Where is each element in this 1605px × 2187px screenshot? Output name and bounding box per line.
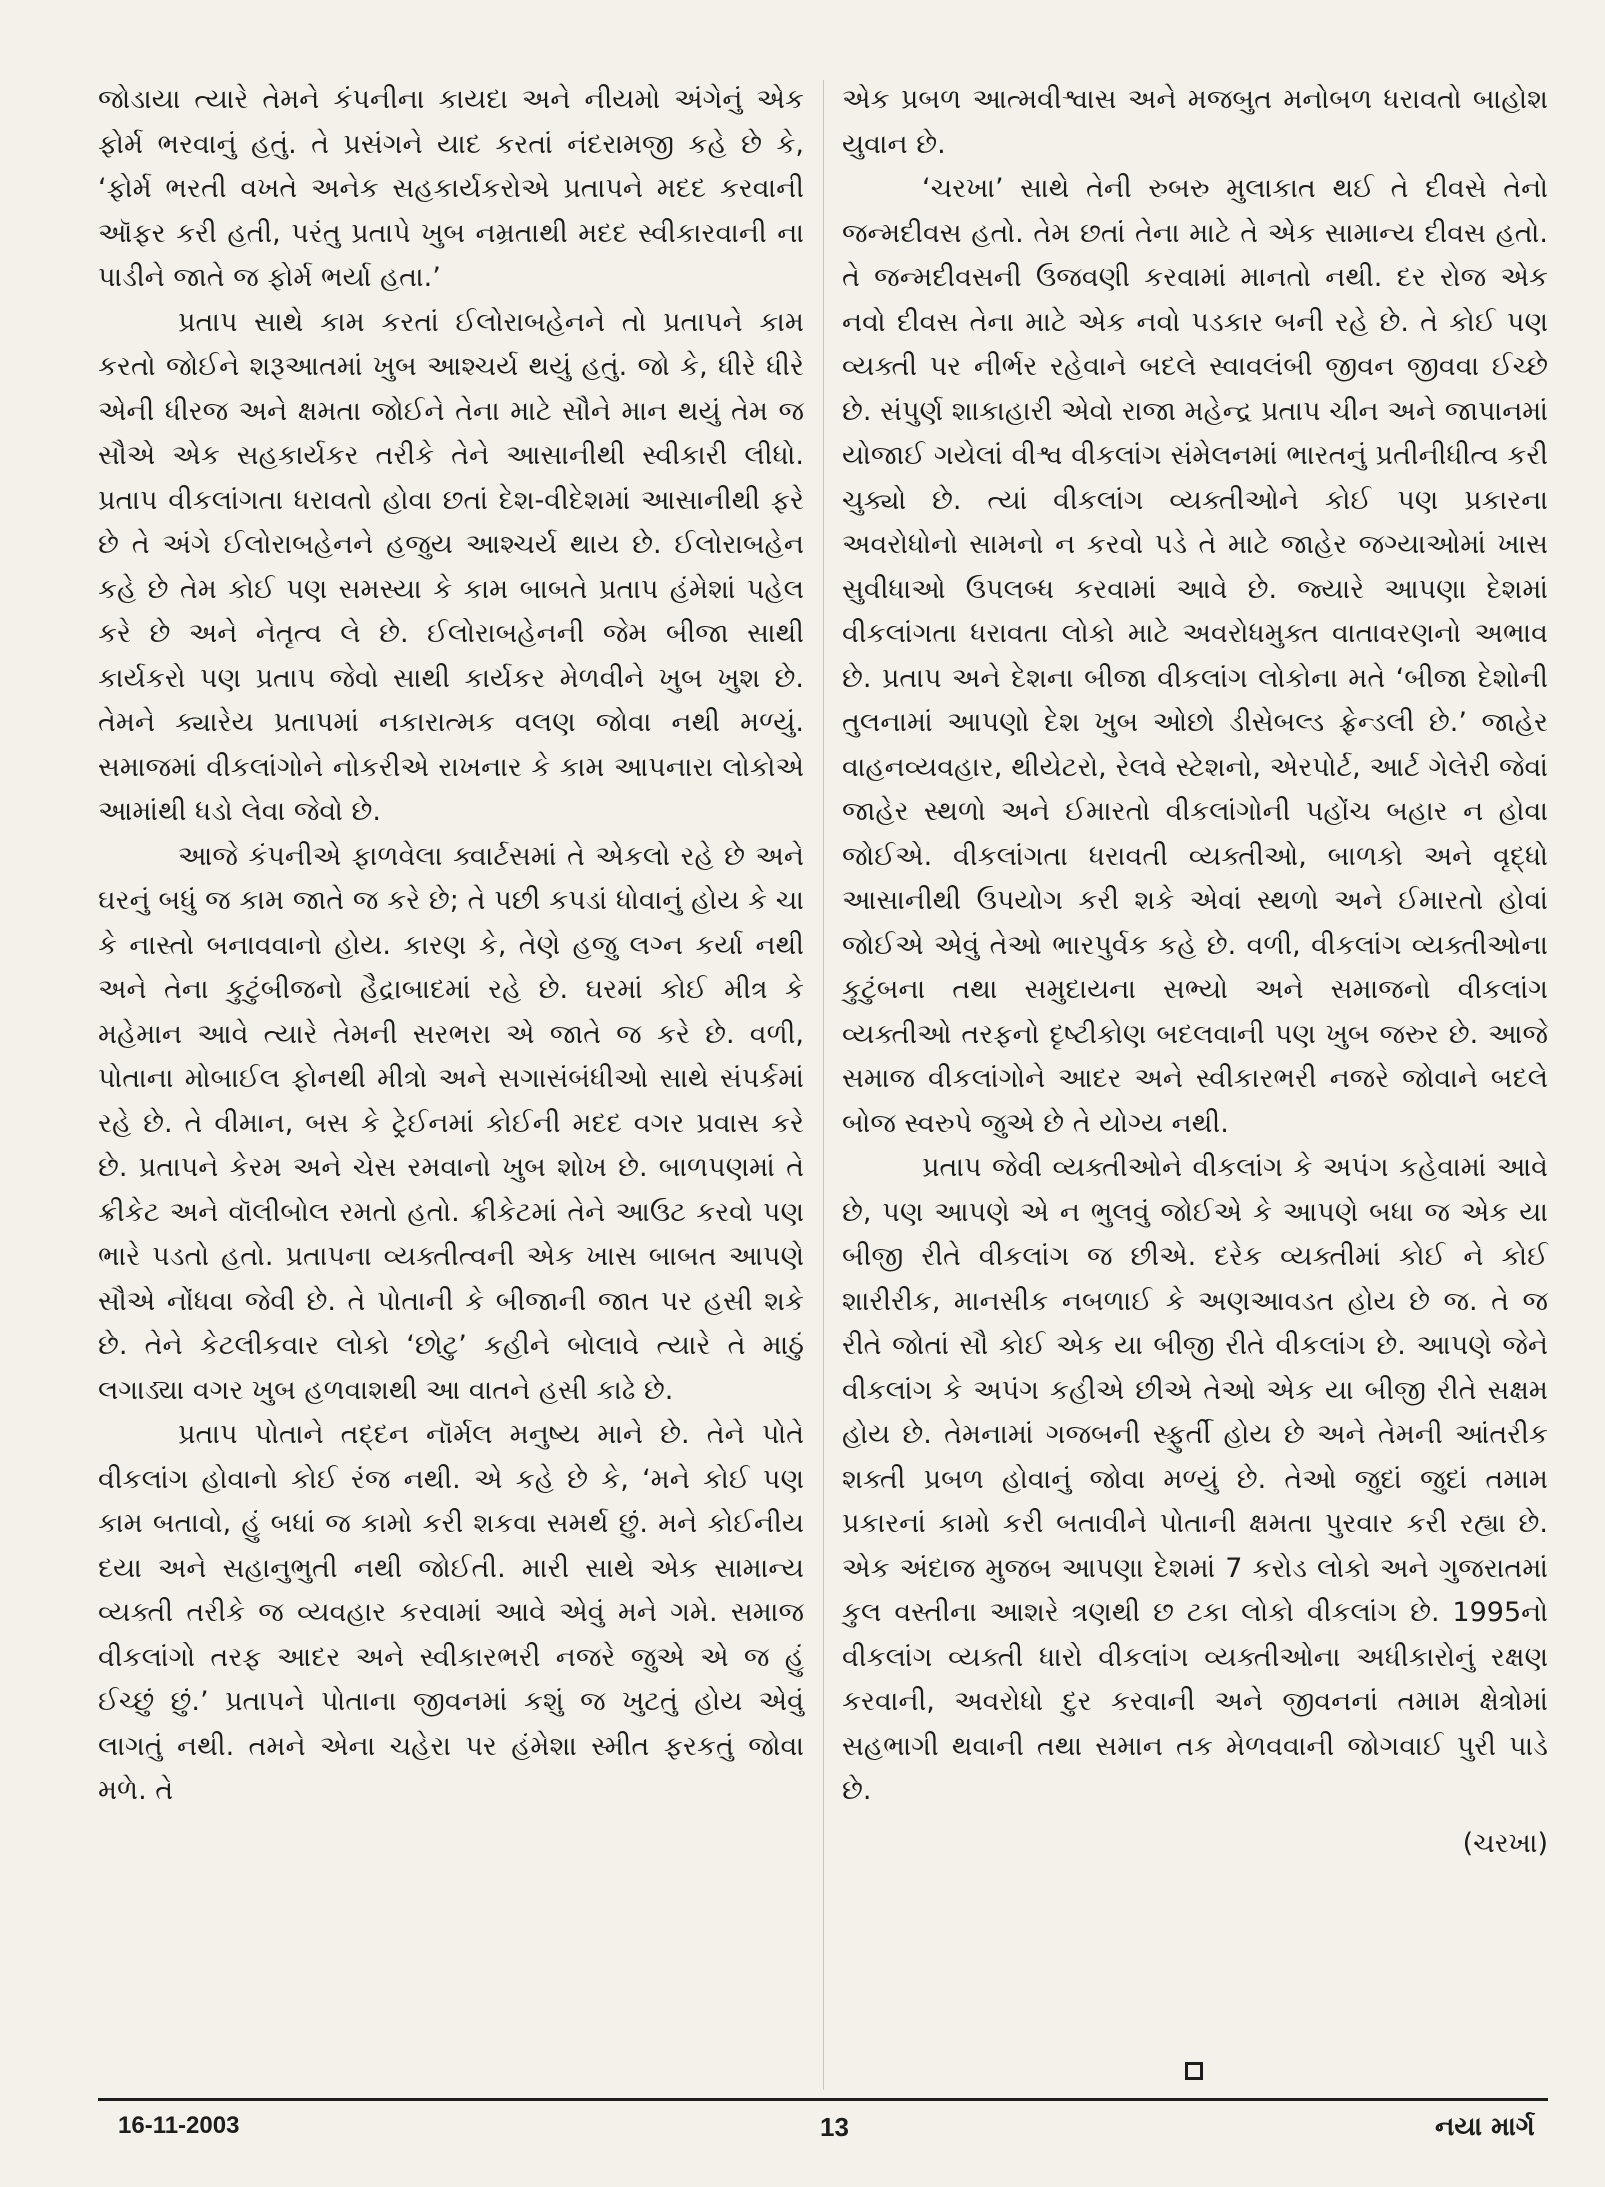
footer-date: 16-11-2003 [118, 2112, 240, 2139]
right-paragraph-2: ‘ચરખા’ સાથે તેની રુબરુ મુલાકાત થઈ તે દીવસે તેનો જન્મદીવસ હતો. તેમ છતાં તેના માટે તે એક સામાન્ય દીવસ હતો. તે જન્મદીવસની ઉજવણી કરવામાં માનતો નથી. દર રોજ એક નવો દીવસ તેના માટે એક નવો પડકાર બની રહે છે. તે કોઈ પણ વ્યક્તી પર નીર્ભર રહેવાને બદલે સ્વાવલંબી જીવન જીવવા ઈચ્છે છે. સંપુર્ણ શાકાહારી એવો રાજા મહેન્દ્ર પ્રતાપ ચીન અને જાપાનમાં યોજાઈ ગયેલાં વીશ્વ વીકલાંગ સંમેલનમાં ભારતનું પ્રતીનીધીત્વ કરી ચુક્યો છે. ત્યાં વીકલાંગ વ્યક્તીઓને કોઈ પણ પ્રકારના અવરોધોનો સામનો ન કરવો પડે તે માટે જાહેર જગ્યાઓમાં ખાસ સુવીધાઓ ઉપલબ્ધ કરવામાં આવે છે. જ્યારે આપણા દેશમાં વીકલાંગતા ધરાવતા લોકો માટે અવરોધમુક્ત વાતાવરણનો અભાવ છે. પ્રતાપ અને દેશના બીજા વીકલાંગ લોકોના મતે ‘બીજા દેશોની તુલનામાં આપણો દેશ ખુબ ઓછો ડીસેબલ્ડ ફ્રેન્ડલી છે.’ જાહેર વાહનવ્યવહાર, થીયેટરો, રેલવે સ્ટેશનો, એરપોર્ટ, આર્ટ ગેલેરી જેવાં જાહેર સ્થળો અને ઈમારતો વીકલાંગોની પહોંચ બહાર ન હોવા જોઈએ. વીકલાંગતા ધરાવતી વ્યક્તીઓ, બાળકો અને વૃદ્ધો આસાનીથી ઉપયોગ કરી શકે એવાં સ્થળો અને ઈમારતો હોવાં જોઈએ એવું તેઓ ભારપુર્વક કહે છે. વળી, વીકલાંગ વ્યક્તીઓના કુટુંબના તથા સમુદાયના સભ્યો અને સમાજનો વીકલાંગ વ્યક્તીઓ તરફનો દૃષ્ટીકોણ બદલવાની પણ ખુબ જરુર છે. આજે સમાજ વીકલાંગોને આદર અને સ્વીકારભરી નજરે જોવાને બદલે બોજ સ્વરુપે જુએ છે તે યોગ્ય નથી. [842, 173, 1548, 1139]
article-end-square-icon [1185, 2062, 1203, 2080]
source-credit: (ચરખા) [1462, 1827, 1548, 1859]
left-paragraph-3: આજે કંપનીએ ફાળવેલા ક્વાર્ટસમાં તે એકલો રહે છે અને ઘરનું બધું જ કામ જાતે જ કરે છે; તે પછી કપડાં ધોવાનું હોય કે ચા કે નાસ્તો બનાવવાનો હોય. કારણ કે, તેણે હજુ લગ્ન કર્યા નથી અને તેના કુટુંબીજનો હૈદ્રાબાદમાં રહે છે. ઘરમાં કોઈ મીત્ર કે મહેમાન આવે ત્યારે તેમની સરભરા એ જાતે જ કરે છે. વળી, પોતાના મોબાઈલ ફોનથી મીત્રો અને સગાસંબંધીઓ સાથે સંપર્કમાં રહે છે. તે વીમાન, બસ કે ટ્રેઈનમાં કોઈની મદદ વગર પ્રવાસ કરે છે. પ્રતાપને કેરમ અને ચેસ રમવાનો ખુબ શોખ છે. બાળપણમાં તે ક્રીકેટ અને વૉલીબોલ રમતો હતો. ક્રીકેટમાં તેને આઉટ કરવો પણ ભારે પડતો હતો. પ્રતાપના વ્યક્તીત્વની એક ખાસ બાબત આપણે સૌએ નોંધવા જેવી છે. તે પોતાની કે બીજાની જાત પર હસી શકે છે. તેને કેટલીકવાર લોકો ‘છોટુ’ કહીને બોલાવે ત્યારે તે માઠું લગાડ્યા વગર ખુબ હળવાશથી આ વાતને હસી કાઢે છે. [98, 840, 804, 1406]
left-column [98, 78, 804, 1814]
column-gutter [823, 80, 824, 2090]
magazine-title: નયા માર્ગ [1435, 2112, 1535, 2142]
right-paragraph-3: પ્રતાપ જેવી વ્યક્તીઓને વીકલાંગ કે અપંગ કહેવામાં આવે છે, પણ આપણે એ ન ભુલવું જોઈએ કે આપણે બધા જ એક યા બીજી રીતે વીકલાંગ જ છીએ. દરેક વ્યક્તીમાં કોઈ ને કોઈ શારીરીક, માનસીક નબળાઈ કે અણઆવડત હોય છે જ. તે જ રીતે જોતાં સૌ કોઈ એક યા બીજી રીતે વીકલાંગ છે. આપણે જેને વીકલાંગ કે અપંગ કહીએ છીએ તેઓ એક યા બીજી રીતે સક્ષમ હોય છે. તેમનામાં ગજબની સ્ફુર્તી હોય છે અને તેમની આંતરીક શક્તી પ્રબળ હોવાનું જોવા મળ્યું છે. તેઓ જુદાં જુદાં તમામ પ્રકારનાં કામો કરી બતાવીને પોતાની ક્ષમતા પુરવાર કરી રહ્યા છે. એક અંદાજ મુજબ આપણા દેશમાં 7 કરોડ લોકો અને ગુજરાતમાં કુલ વસ્તીના આશરે ત્રણથી છ ટકા લોકો વીકલાંગ છે. 1995નો વીકલાંગ વ્યક્તી ધારો વીકલાંગ વ્યક્તીઓના અધીકારોનું રક્ષણ કરવાની, અવરોધો દુર કરવાની અને જીવનનાં તમામ ક્ષેત્રોમાં સહભાગી થવાની તથા સમાન તક મેળવવાની જોગવાઈ પુરી પાડે છે. [842, 1152, 1548, 1806]
left-paragraph-1: જોડાયા ત્યારે તેમને કંપનીના કાયદા અને નીયમો અંગેનું એક ફોર્મ ભરવાનું હતું. તે પ્રસંગને યાદ કરતાં નંદરામજી કહે છે કે, ‘ફોર્મ ભરતી વખતે અનેક સહકાર્યકરોએ પ્રતાપને મદદ કરવાની ઑફર કરી હતી, પરંતુ પ્રતાપે ખુબ નમ્રતાથી મદદ સ્વીકારવાની ના પાડીને જાતે જ ફોર્મ ભર્યા હતા.’ [98, 84, 804, 293]
footer-divider [98, 2098, 1548, 2101]
right-column [842, 78, 1548, 1866]
right-paragraph-1: એક પ્રબળ આત્મવીશ્વાસ અને મજબુત મનોબળ ધરાવતો બાહોશ યુવાન છે. [842, 84, 1548, 160]
left-paragraph-4: પ્રતાપ પોતાને તદ્દન નૉર્મલ મનુષ્ય માને છે. તેને પોતે વીકલાંગ હોવાનો કોઈ રંજ નથી. એ કહે છે કે, ‘મને કોઈ પણ કામ બતાવો, હું બધાં જ કામો કરી શકવા સમર્થ છું. મને કોઈનીય દયા અને સહાનુભુતી નથી જોઈતી. મારી સાથે એક સામાન્ય વ્યક્તી તરીકે જ વ્યવહાર કરવામાં આવે એવું મને ગમે. સમાજ વીકલાંગો તરફ આદર અને સ્વીકારભરી નજરે જુએ એ જ હું ઈચ્છું છું.’ પ્રતાપને પોતાના જીવનમાં કશું જ ખુટતું હોય એવું લાગતું નથી. તમને એના ચહેરા પર હંમેશા સ્મીત ફરકતું જોવા મળે. તે [98, 1419, 804, 1806]
left-paragraph-2: પ્રતાપ સાથે કામ કરતાં ઈલોરાબહેનને તો પ્રતાપને કામ કરતો જોઈને શરૂઆતમાં ખુબ આશ્ચર્ય થયું હતું. જો કે, ધીરે ધીરે એની ધીરજ અને ક્ષમતા જોઈને તેના માટે સૌને માન થયું તેમ જ સૌએ એક સહકાર્યકર તરીકે તેને આસાનીથી સ્વીકારી લીધો. પ્રતાપ વીકલાંગતા ધરાવતો હોવા છતાં દેશ-વીદેશમાં આસાનીથી ફરે છે તે અંગે ઈલોરાબહેનને હજુય આશ્ચર્ય થાય છે. ઈલોરાબહેન કહે છે તેમ કોઈ પણ સમસ્યા કે કામ બાબતે પ્રતાપ હંમેશાં પહેલ કરે છે અને નેતૃત્વ લે છે. ઈલોરાબહેનની જેમ બીજા સાથી કાર્યકરો પણ પ્રતાપ જેવો સાથી કાર્યકર મેળવીને ખુબ ખુશ છે. તેમને ક્યારેય પ્રતાપમાં નકારાત્મક વલણ જોવા નથી મળ્યું. સમાજમાં વીકલાંગોને નોકરીએ રાખનાર કે કામ આપનારા લોકોએ આમાંથી ધડો લેવા જેવો છે. [98, 306, 804, 827]
page-number: 13 [820, 2112, 849, 2142]
